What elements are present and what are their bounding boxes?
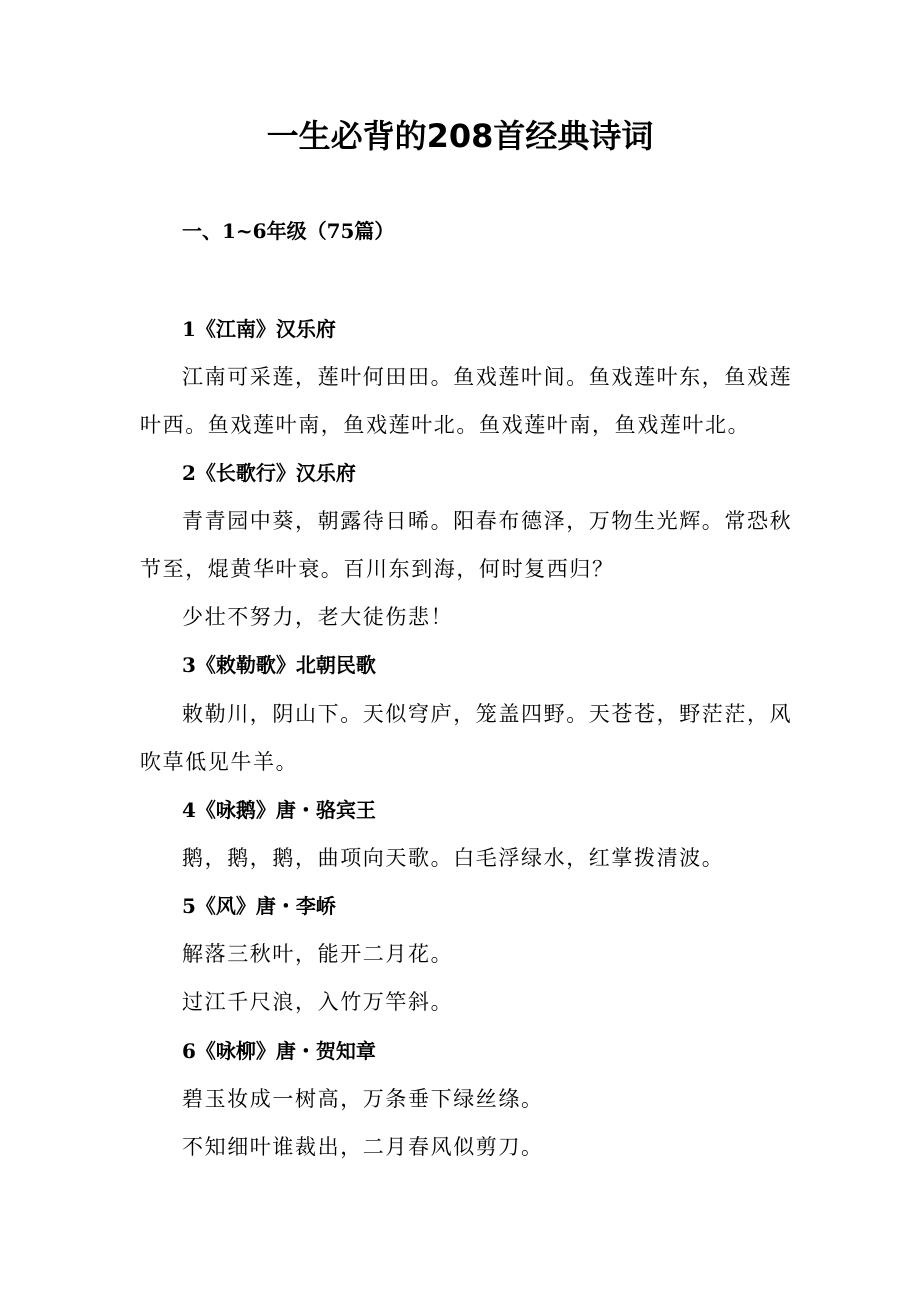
poem-heading: 2《长歌行》汉乐府 xyxy=(182,461,356,485)
poem-heading: 1《江南》汉乐府 xyxy=(182,317,336,341)
poem-line: 过江千尺浪，入竹万竿斜。 xyxy=(182,990,454,1014)
poem-line: 吹草低见牛羊。 xyxy=(140,750,299,774)
poem-line: 少壮不努力，老大徒伤悲！ xyxy=(182,605,454,629)
poem-heading: 3《敕勒歌》北朝民歌 xyxy=(182,653,376,677)
poem-line: 敕勒川，阴山下。天似穹庐，笼盖四野。天苍苍，野茫茫，风 xyxy=(182,702,793,726)
poem-line: 青青园中葵，朝露待日晞。阳春布德泽，万物生光辉。常恐秋 xyxy=(182,509,793,533)
poem-line: 不知细叶谁裁出，二月春风似剪刀。 xyxy=(182,1135,544,1159)
section-heading: 一、1~6年级（75篇） xyxy=(182,219,395,243)
poem-line: 碧玉妆成一树高，万条垂下绿丝绦。 xyxy=(182,1087,544,1111)
poem-line: 江南可采莲，莲叶何田田。鱼戏莲叶间。鱼戏莲叶东，鱼戏莲 xyxy=(182,365,793,389)
poem-line: 叶西。鱼戏莲叶南，鱼戏莲叶北。鱼戏莲叶南，鱼戏莲叶北。 xyxy=(140,413,751,437)
poem-line: 解落三秋叶，能开二月花。 xyxy=(182,942,454,966)
poem-line: 鹅，鹅，鹅，曲项向天歌。白毛浮绿水，红掌拨清波。 xyxy=(182,846,725,870)
poem-heading: 4《咏鹅》唐・骆宾王 xyxy=(182,798,376,822)
document-title: 一生必背的208首经典诗词 xyxy=(266,117,654,155)
poem-heading: 6《咏柳》唐・贺知章 xyxy=(182,1039,376,1063)
poem-heading: 5《风》唐・李峤 xyxy=(182,894,336,918)
poem-line: 节至，焜黄华叶衰。百川东到海，何时复西归？ xyxy=(140,557,615,581)
